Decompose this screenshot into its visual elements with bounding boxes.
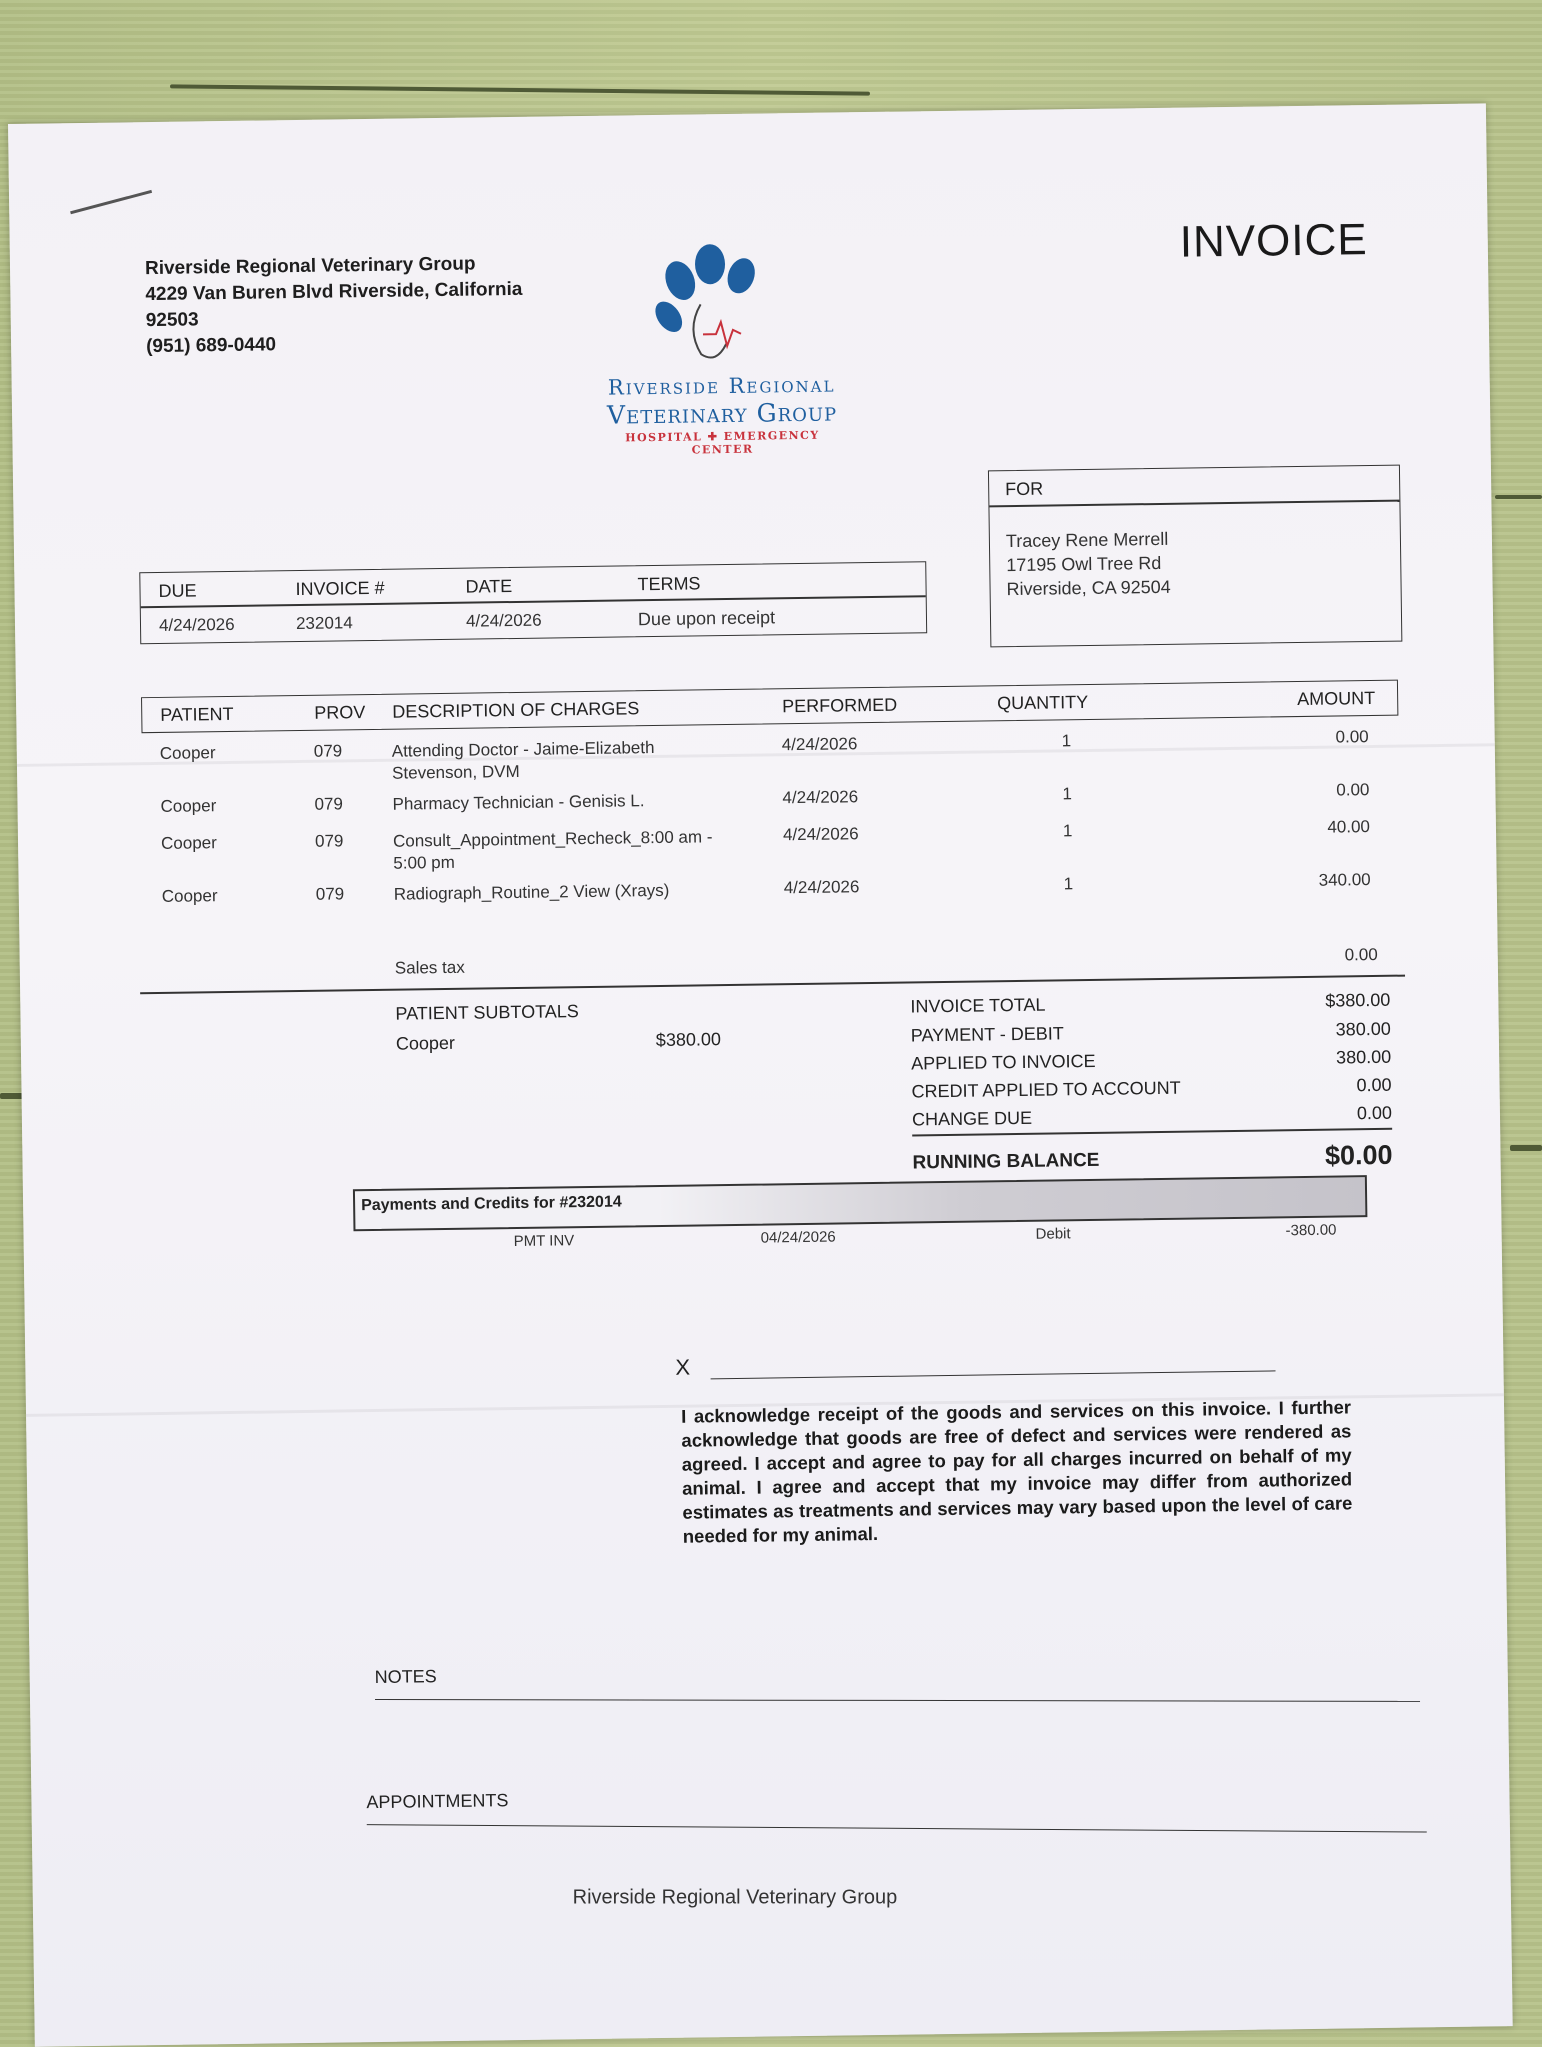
bill-to-box <box>988 465 1402 648</box>
subtotal-divider <box>140 975 1405 994</box>
row-patient: Cooper <box>160 833 217 853</box>
clinic-street: 4229 Van Buren Blvd Riverside, California <box>145 278 523 306</box>
totals-row <box>912 1103 1392 1131</box>
bill-to-street: 17195 Owl Tree Rd <box>1006 552 1162 576</box>
payment-date: 04/24/2026 <box>760 1228 836 1247</box>
charge-row <box>142 780 1397 816</box>
totals-label: PAYMENT - DEBIT <box>910 1023 1064 1046</box>
payment-method: Debit <box>1035 1225 1071 1243</box>
row-amount: 0.00 <box>1336 780 1370 800</box>
running-balance-row <box>912 1140 1392 1181</box>
logo-line2: Veterinary Group <box>606 397 838 430</box>
appointments-line <box>367 1824 1427 1833</box>
patient-subtotal-name: Cooper <box>395 1032 456 1054</box>
notes-label: NOTES <box>374 1666 437 1688</box>
row-description-line2: 5:00 pm <box>393 852 455 873</box>
summary-due: 4/24/2026 <box>158 614 235 635</box>
summary-date: 4/24/2026 <box>465 610 542 631</box>
signature-mark: X <box>675 1354 691 1380</box>
summary-header-date: DATE <box>465 576 513 597</box>
clinic-name: Riverside Regional Veterinary Group <box>144 253 476 280</box>
row-quantity: 1 <box>1063 874 1074 894</box>
row-description-line1: Radiograph_Routine_2 View (Xrays) <box>393 880 670 904</box>
row-description <box>392 790 644 816</box>
totals-label: INVOICE TOTAL <box>910 994 1046 1017</box>
row-patient: Cooper <box>160 796 217 816</box>
bill-to-name: Tracey Rene Merrell <box>1005 528 1169 552</box>
patient-subtotals-label: PATIENT SUBTOTALS <box>395 1001 579 1024</box>
totals-value: $380.00 <box>1325 989 1391 1011</box>
row-prov: 079 <box>313 741 343 761</box>
totals-row <box>911 1075 1391 1103</box>
row-patient: Cooper <box>161 886 218 906</box>
charges-header-description: DESCRIPTION OF CHARGES <box>392 698 640 722</box>
summary-invoice-number: 232014 <box>295 613 353 634</box>
wood-crack <box>1510 1145 1542 1151</box>
row-description <box>394 880 670 906</box>
paw-stethoscope-icon <box>590 232 852 376</box>
row-amount: 40.00 <box>1327 817 1371 837</box>
row-performed: 4/24/2026 <box>781 734 858 755</box>
row-quantity: 1 <box>1062 784 1073 804</box>
staple <box>70 190 152 214</box>
row-performed: 4/24/2026 <box>782 824 859 845</box>
totals-value: 380.00 <box>1335 1046 1392 1068</box>
document-title: INVOICE <box>1179 215 1369 267</box>
logo-line1: Riverside Regional <box>607 372 836 400</box>
row-description <box>393 826 713 874</box>
summary-header-due: DUE <box>158 580 197 601</box>
running-balance-label: RUNNING BALANCE <box>912 1149 1100 1174</box>
summary-header-invoice-number: INVOICE # <box>295 577 385 600</box>
row-prov: 079 <box>315 884 345 904</box>
appointments-label: APPOINTMENTS <box>366 1790 509 1813</box>
charges-header-prov: PROV <box>314 702 366 723</box>
charge-row <box>144 870 1399 906</box>
clinic-address <box>145 251 523 360</box>
bill-to-city: Riverside, CA 92504 <box>1006 576 1171 600</box>
totals-value: 0.00 <box>1356 1074 1392 1096</box>
running-balance-value: $0.00 <box>1324 1139 1393 1171</box>
signature-line <box>711 1370 1276 1379</box>
summary-terms: Due upon receipt <box>637 607 776 630</box>
sales-tax-value: 0.00 <box>1344 944 1378 965</box>
totals-label: APPLIED TO INVOICE <box>911 1050 1096 1074</box>
row-quantity: 1 <box>1061 731 1072 751</box>
charges-header-quantity: QUANTITY <box>997 691 1089 714</box>
row-patient: Cooper <box>159 743 216 763</box>
row-performed: 4/24/2026 <box>782 787 859 808</box>
row-amount: 340.00 <box>1318 870 1371 890</box>
row-description-line1: Consult_Appointment_Recheck_8:00 am - <box>392 827 713 851</box>
totals-row <box>910 990 1390 1018</box>
totals-value: 0.00 <box>1356 1102 1393 1124</box>
logo-line3: HOSPITAL ✚ EMERGENCY CENTER <box>625 428 820 457</box>
row-description-line1: Pharmacy Technician - Genisis L. <box>392 791 645 814</box>
totals-row <box>911 1047 1391 1075</box>
charges-header-performed: PERFORMED <box>782 694 898 717</box>
acknowledgement-text: I acknowledge receipt of the goods and services on this invoice. I further acknowledge that goods are free of defect and services were rendered as agreed. I accept and agree to pay for all charges incurred on behalf of my animal. I agree and accept that my invoice may differ from authorized estimates as treatments and services may vary based upon the level of care needed for my animal. <box>680 1396 1353 1547</box>
footer-clinic-name: Riverside Regional Veterinary Group <box>572 1886 898 1909</box>
clinic-zip: 92503 <box>145 309 199 332</box>
row-quantity: 1 <box>1062 821 1073 841</box>
payment-amount: -380.00 <box>1285 1221 1337 1240</box>
totals-label: CHANGE DUE <box>911 1107 1033 1130</box>
charges-header-amount: AMOUNT <box>1297 687 1376 710</box>
row-description-line1: Attending Doctor - Jaime-Elizabeth <box>391 738 655 761</box>
row-prov: 079 <box>314 794 344 814</box>
clinic-logo <box>590 232 853 457</box>
invoice-paper <box>8 103 1513 2046</box>
patient-subtotal-amount: $380.00 <box>655 1029 722 1051</box>
row-description-line2: Stevenson, DVM <box>391 761 520 783</box>
charges-header <box>141 680 1398 734</box>
notes-line <box>375 1699 1420 1702</box>
summary-header-terms: TERMS <box>637 573 701 595</box>
totals-block <box>910 989 1393 1174</box>
charges-header-patient: PATIENT <box>160 703 234 725</box>
totals-label: CREDIT APPLIED TO ACCOUNT <box>911 1077 1181 1102</box>
payment-type: PMT INV <box>513 1232 575 1251</box>
sales-tax-label: Sales tax <box>394 957 465 978</box>
invoice-summary-box <box>139 561 927 644</box>
payments-header: Payments and Credits for #232014 <box>361 1193 622 1215</box>
payments-header-bar <box>353 1175 1367 1231</box>
wood-crack <box>1495 495 1542 499</box>
charge-row <box>143 817 1398 873</box>
row-prov: 079 <box>314 831 344 851</box>
row-amount: 0.00 <box>1335 727 1369 747</box>
row-performed: 4/24/2026 <box>783 877 860 898</box>
totals-row <box>911 1019 1391 1047</box>
wood-crack <box>170 84 870 95</box>
row-description <box>392 737 655 785</box>
bill-to-label: FOR <box>1005 478 1044 500</box>
clinic-phone: (951) 689-0440 <box>145 334 277 358</box>
totals-value: 380.00 <box>1335 1018 1391 1040</box>
